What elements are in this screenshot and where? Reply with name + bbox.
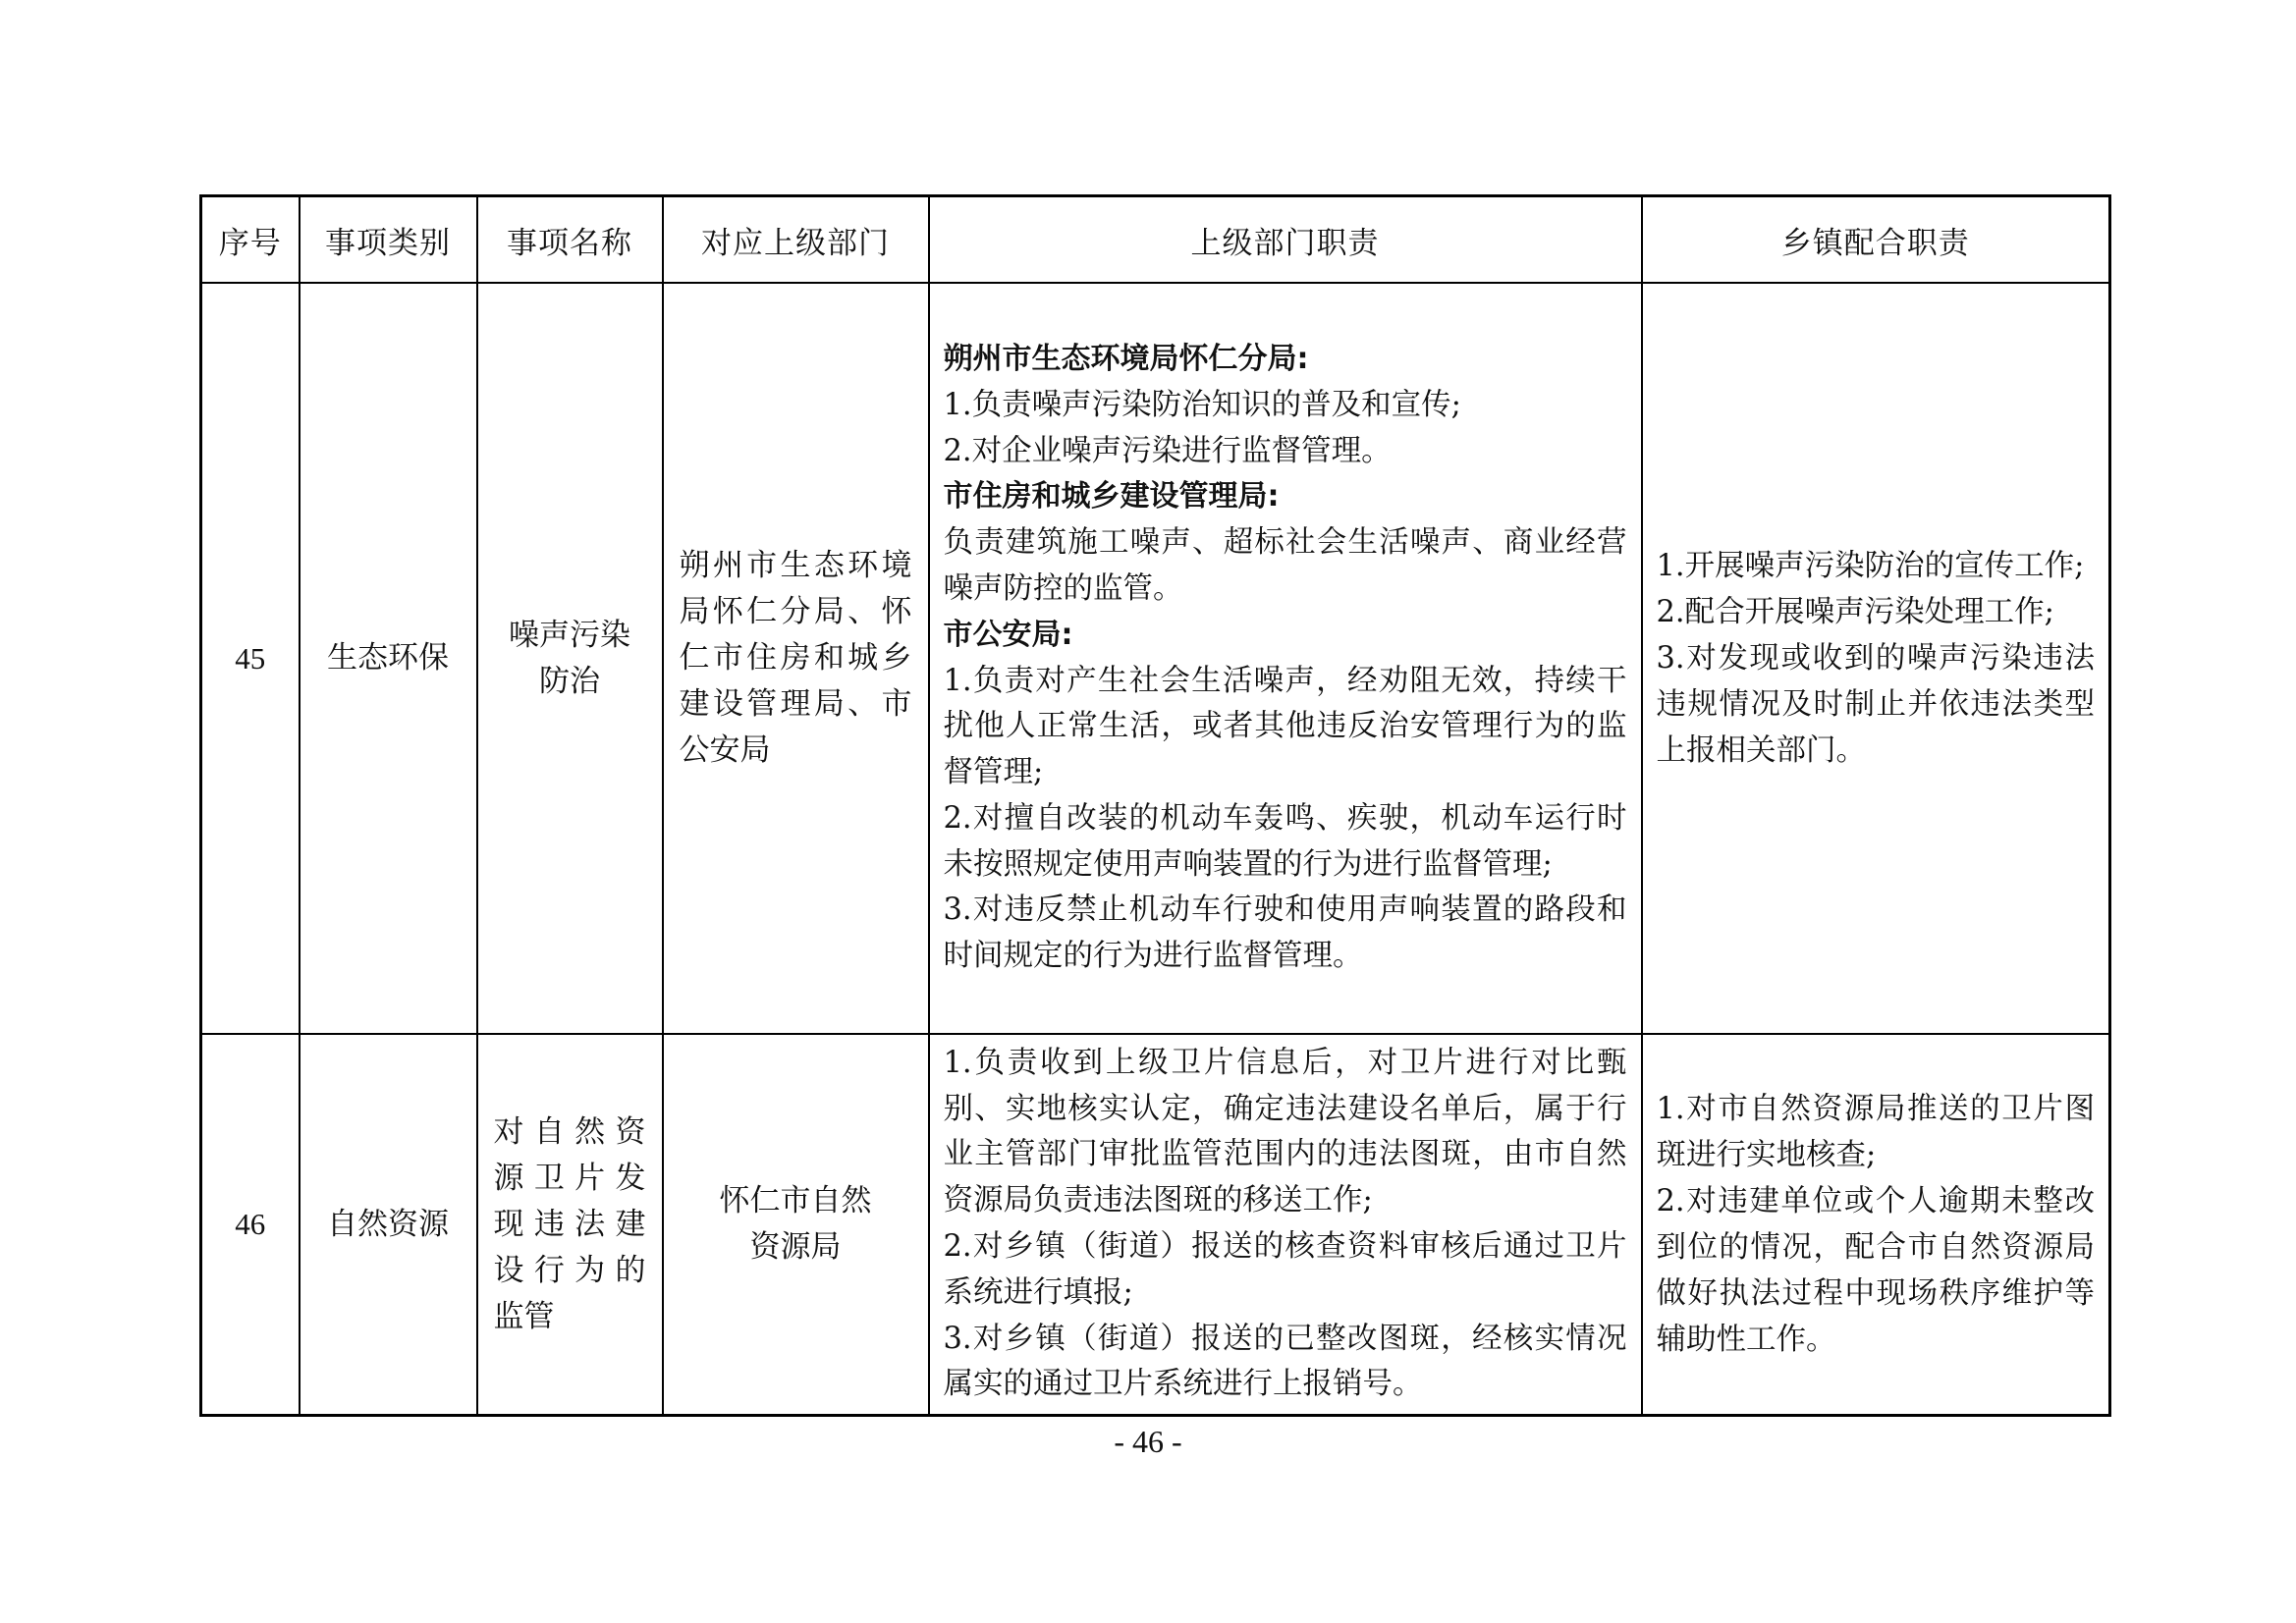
row-dept-line: 局怀仁分局、怀 [679, 594, 912, 629]
table-header-row [201, 196, 2110, 284]
header-town-duty: 乡镇配合职责 [1642, 196, 2110, 284]
row-category: 生态环保 [300, 283, 477, 1034]
row-name-line: 防治 [539, 663, 600, 699]
row-name-line: 设行为的 [493, 1252, 646, 1288]
duty-item: 1.负责噪声污染防治知识的普及和宣传; [943, 387, 1461, 422]
row-name-line: 源卫片发 [493, 1160, 646, 1196]
row-upper-duty [929, 283, 1642, 1034]
row-dept-line: 公安局 [679, 732, 771, 768]
row-dept [663, 1034, 929, 1416]
header-dept: 对应上级部门 [663, 196, 929, 284]
duty-item: 2.对企业噪声污染进行监督管理。 [943, 433, 1392, 468]
row-name-line: 噪声污染 [509, 617, 630, 653]
duty-item: 3.对违反禁止机动车行驶和使用声响装置的路段和时间规定的行为进行监督管理。 [943, 893, 1627, 974]
duty-dept-heading: 朔州市生态环境局怀仁分局: [943, 341, 1309, 376]
town-duty-item: 3.对发现或收到的噪声污染违法违规情况及时制止并依违法类型上报相关部门。 [1656, 641, 2095, 768]
row-seq: 45 [201, 283, 300, 1034]
town-duty-item: 2.配合开展噪声污染处理工作; [1656, 595, 2054, 629]
row-town-duty [1642, 1034, 2110, 1416]
duty-item: 1.负责对产生社会生活噪声，经劝阻无效，持续干扰他人正常生活，或者其他违反治安管理行为的监督管理; [943, 663, 1627, 790]
table-row [201, 1034, 2110, 1416]
duty-item: 1.负责收到上级卫片信息后，对卫片进行对比甄别、实地核实认定，确定违法建设名单后，属于行业主管部门审批监管范围内的违法图斑，由市自然资源局负责违法图斑的移送工作; [943, 1045, 1627, 1218]
row-category: 自然资源 [300, 1034, 477, 1416]
responsibility-table [199, 194, 2111, 1417]
header-upper-duty: 上级部门职责 [929, 196, 1642, 284]
row-dept-line: 建设管理局、市 [679, 686, 912, 722]
row-name-line: 对自然资 [493, 1113, 646, 1150]
row-name [477, 283, 663, 1034]
duty-dept-heading: 市公安局: [943, 617, 1073, 652]
town-duty-item: 2.对违建单位或个人逾期未整改到位的情况，配合市自然资源局做好执法过程中现场秩序维护等辅助性工作。 [1656, 1184, 2095, 1357]
row-name-line: 现违法建 [493, 1206, 646, 1242]
row-town-duty [1642, 283, 2110, 1034]
town-duty-item: 1.开展噪声污染防治的宣传工作; [1656, 549, 2085, 583]
row-dept-line: 资源局 [749, 1229, 842, 1265]
table-row [201, 283, 2110, 1034]
row-dept-line: 仁市住房和城乡 [679, 640, 912, 676]
header-name: 事项名称 [477, 196, 663, 284]
row-upper-duty [929, 1034, 1642, 1416]
header-seq: 序号 [201, 196, 300, 284]
page-number: - 46 - [1114, 1424, 1182, 1459]
duty-item: 2.对乡镇（街道）报送的核查资料审核后通过卫片系统进行填报; [943, 1229, 1627, 1310]
row-name-line: 监管 [493, 1298, 555, 1334]
row-name [477, 1034, 663, 1416]
duty-item: 2.对擅自改装的机动车轰鸣、疾驶，机动车运行时未按照规定使用声响装置的行为进行监督管理; [943, 800, 1627, 882]
duty-item: 负责建筑施工噪声、超标社会生活噪声、商业经营噪声防控的监管。 [943, 525, 1627, 606]
row-seq: 46 [201, 1034, 300, 1416]
town-duty-item: 1.对市自然资源局推送的卫片图斑进行实地核查; [1656, 1092, 2095, 1172]
header-category: 事项类别 [300, 196, 477, 284]
row-dept-line: 怀仁市自然 [719, 1183, 872, 1218]
duty-dept-heading: 市住房和城乡建设管理局: [943, 479, 1280, 514]
row-dept-line: 朔州市生态环境 [679, 548, 912, 583]
duty-item: 3.对乡镇（街道）报送的已整改图斑，经核实情况属实的通过卫片系统进行上报销号。 [943, 1321, 1627, 1402]
row-dept [663, 283, 929, 1034]
